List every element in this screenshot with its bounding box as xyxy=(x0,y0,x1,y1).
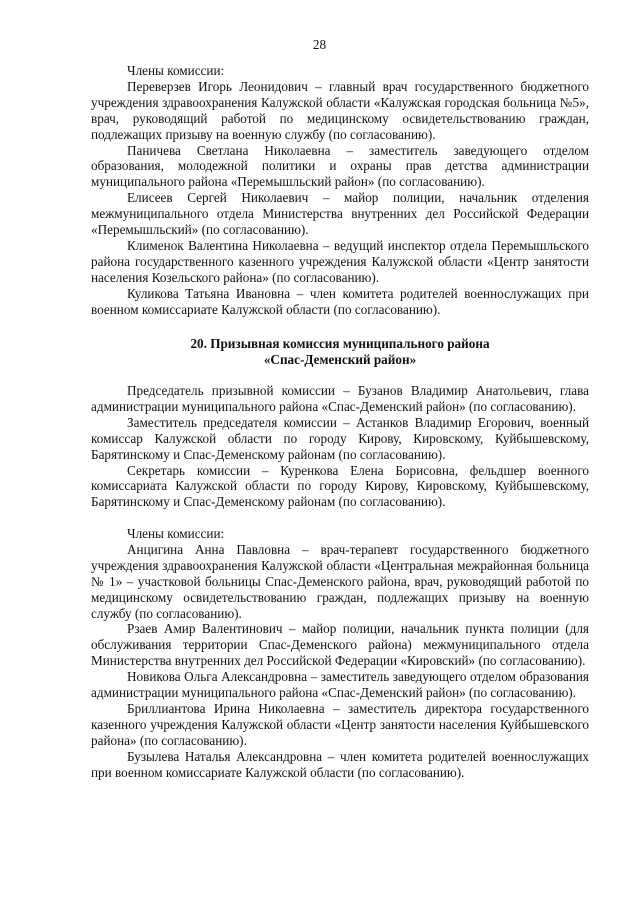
member-paragraph: Бриллиантова Ирина Николаевна – заместитель директора государственного казенного учреждения Калужской области «Центр занятости населения Куйбышевского района» (по согласованию). xyxy=(91,700,589,748)
member-paragraph: Переверзев Игорь Леонидович – главный врач государственного бюджетного учреждения здравоохранения Калужской области «Калужская городская больница №5», врач, руководящий работой по медицинскому освидетельствованию граждан, подлежащих призыву на военную службу (по согласованию). xyxy=(91,78,589,142)
member-paragraph: Бузылева Наталья Александровна – член комитета родителей военнослужащих при военном комиссариате Калужской области (по согласованию). xyxy=(91,748,589,780)
members-label: Члены комиссии: xyxy=(127,63,225,78)
member-paragraph: Рзаев Амир Валентинович – майор полиции, начальник пункта полиции (для обслуживания территории Спас-Деменского района) межмуниципального отдела Министерства внутренних дел Российской Федерации «Кировский» (по согласованию). xyxy=(91,621,589,669)
commission-leadership xyxy=(91,383,589,510)
members-label: Члены комиссии: xyxy=(127,526,225,541)
member-paragraph: Елисеев Сергей Николаевич – майор полиции, начальник отделения межмуниципального отдела Министерства внутренних дел Российской Федерации «Перемышльский» (по согласованию). xyxy=(91,190,589,238)
deputy-paragraph: Заместитель председателя комиссии – Астанков Владимир Егорович, военный комиссар Калужской области по городу Кирову, Кировскому, Куйбышевскому, Барятинскому и Спас-Деменскому районам (по согласованию). xyxy=(91,414,589,462)
section-heading-line1: 20. Призывная комиссия муниципального района xyxy=(190,336,490,351)
member-paragraph: Куликова Татьяна Ивановна – член комитета родителей военнослужащих при военном комиссариате Калужской области (по согласованию). xyxy=(91,285,589,317)
member-paragraph: Паничева Светлана Николаевна – заместитель заведующего отделом образования, молодежной политики и охраны прав детства администрации муниципального района «Перемышльский район» (по согласованию). xyxy=(91,142,589,190)
member-paragraph: Анцигина Анна Павловна – врач-терапевт государственного бюджетного учреждения здравоохранения Калужской области «Центральная межрайонная больница № 1» – участковой больницы Спас-Деменского района, врач, руководящий работой по медицинскому освидетельствованию граждан, подлежащих призыву на военную службу (по согласованию). xyxy=(91,541,589,621)
member-paragraph: Клименок Валентина Николаевна – ведущий инспектор отдела Перемышльского района государственного казенного учреждения Калужской области «Центр занятости населения Козельского района» (по согласованию). xyxy=(91,237,589,285)
chairman-paragraph: Председатель призывной комиссии – Бузанов Владимир Анатольевич, глава администрации муниципального района «Спас-Деменский район» (по согласованию). xyxy=(91,383,589,414)
members-section-spas xyxy=(91,526,589,781)
section-heading xyxy=(91,336,589,368)
page-number: 28 xyxy=(312,37,327,52)
members-section-perem xyxy=(91,63,589,318)
member-paragraph: Новикова Ольга Александровна – заместитель заведующего отделом образования администрации муниципального района «Спас-Деменский район» (по согласованию). xyxy=(91,669,589,701)
secretary-paragraph: Секретарь комиссии – Куренкова Елена Борисовна, фельдшер военного комиссариата Калужской области по городу Кирову, Кировскому, Куйбышевскому, Барятинскому и Спас-Деменскому районам (по согласованию). xyxy=(91,462,589,510)
section-heading-line2: «Спас-Деменский район» xyxy=(263,351,417,367)
